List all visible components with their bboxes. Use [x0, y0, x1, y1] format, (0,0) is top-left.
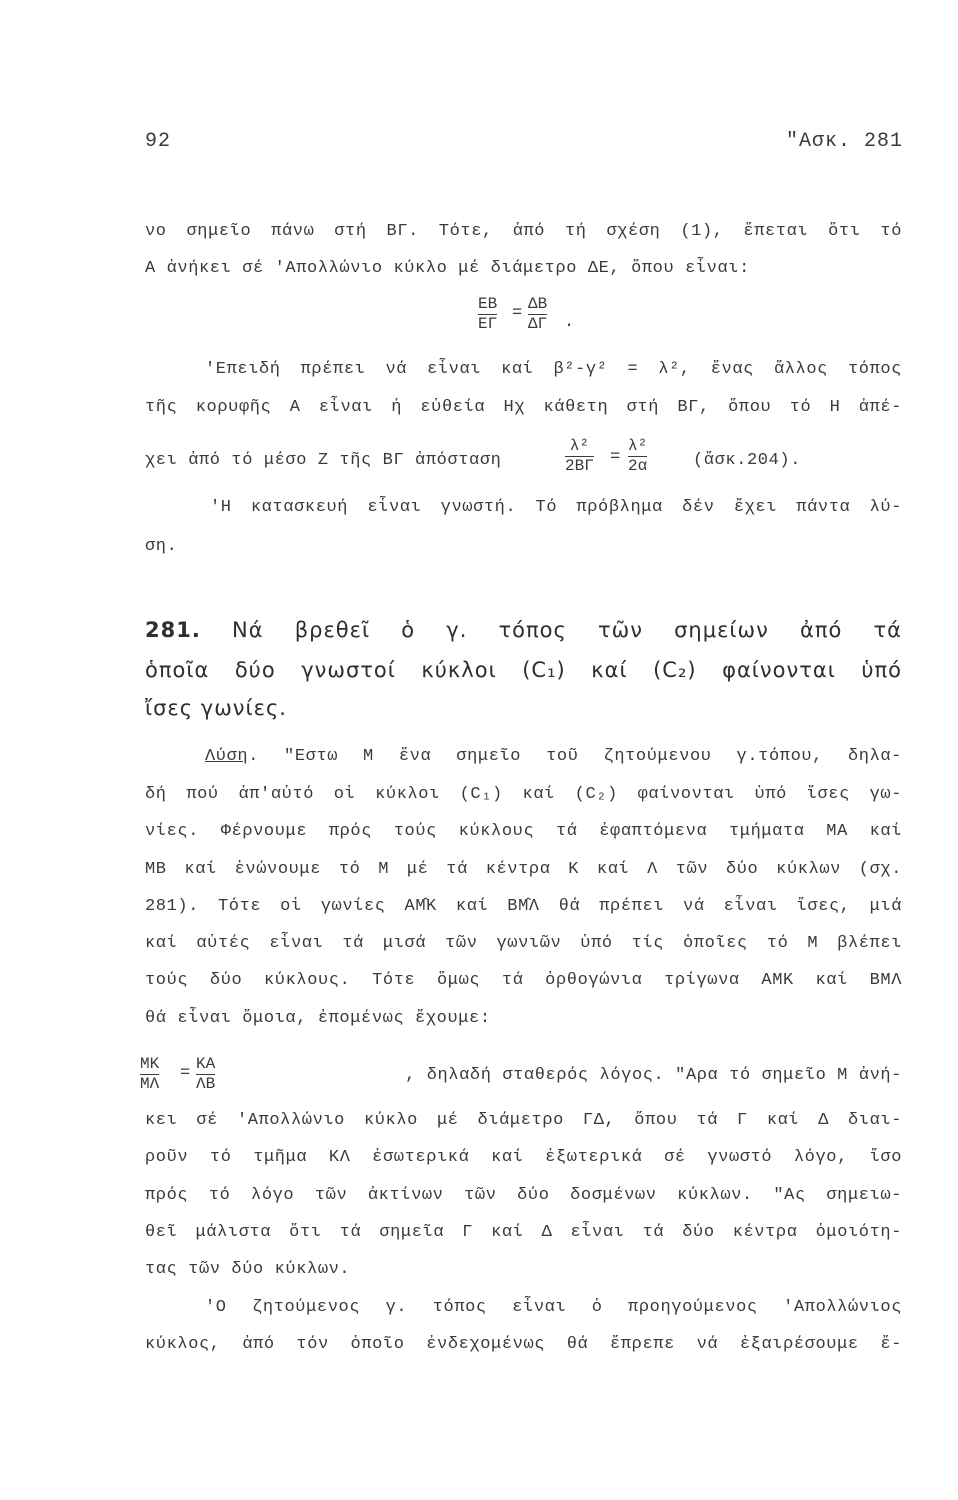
- fraction-numerator: ΕΒ: [478, 295, 498, 313]
- text-line: ροῦν τό τμῆμα ΚΛ ἐσωτερικά καί ἐξωτερικά σέ γνωστό λόγο, ἴσο: [145, 1148, 902, 1167]
- page-number: 92: [145, 130, 172, 153]
- text-line: πρός τό λόγο τῶν ἀκτίνων τῶν δύο δοσμένων κύκλων. "Ας σημειω-: [145, 1186, 902, 1205]
- fraction-lambda-2a: [628, 437, 647, 476]
- page-header: [145, 130, 903, 160]
- problem-number: 281.: [145, 618, 201, 642]
- running-head: "Ασκ. 281: [785, 130, 903, 153]
- fraction-numerator: ΚΑ: [196, 1055, 216, 1073]
- text-line: 281). Τότε οἱ γωνίες ΑΜ̂Κ καί ΒΜ̂Λ θά πρέπει νά εἶναι ἴσες, μιά: [145, 897, 902, 916]
- text-line: κει σέ 'Απολλώνιο κύκλο μέ διάμετρο ΓΔ, ὅπου τά Γ καί Δ διαι-: [145, 1111, 902, 1130]
- fraction-denominator: ΔΓ: [528, 315, 548, 333]
- fraction-ka-lb: [196, 1055, 215, 1094]
- text-line: θά εἶναι ὅμοια, ἐπομένως ἔχουμε:: [145, 1009, 491, 1028]
- text-line: (ἄσκ.204).: [693, 451, 802, 470]
- equals-sign: =: [180, 1064, 191, 1083]
- solution-text: . "Εστω Μ ἕνα σημεῖο τοῦ ζητούμενου γ.τόπου, δηλα-: [248, 747, 902, 766]
- problem-text: Νά βρεθεῖ ὁ γ. τόπος τῶν σημείων ἀπό τά: [232, 618, 902, 642]
- text-line: 'Επειδή πρέπει νά εἶναι καί β²-γ² = λ², ἕνας ἄλλος τόπος: [205, 360, 902, 379]
- solution-label: Λύση: [205, 747, 249, 766]
- text-line: νο σημεῖο πάνω στή ΒΓ. Τότε, ἀπό τή σχέση (1), ἕπεται ὅτι τό: [145, 222, 902, 241]
- fraction-numerator: λ²: [628, 437, 648, 455]
- text-line: χει ἀπό τό μέσο Ζ τῆς ΒΓ ἀπόσταση: [145, 451, 502, 470]
- text-line: 'Η κατασκευή εἶναι γνωστή. Τό πρόβλημα δέν ἔχει πάντα λύ-: [210, 498, 902, 517]
- problem-text: ὁποῖα δύο γνωστοί κύκλοι (C₁) καί (C₂) φαίνονται ὑπό: [145, 658, 902, 682]
- equals-sign: =: [512, 304, 523, 323]
- fraction-db-dg: [528, 295, 547, 334]
- fraction-eb-eg: [478, 295, 497, 334]
- text-line: Α ἀνήκει σέ 'Απολλώνιο κύκλο μέ διάμετρο ΔΕ, ὅπου εἶναι:: [145, 259, 750, 278]
- text-line: κύκλος, ἀπό τόν ὁποῖο ἐνδεχομένως θά ἔπρεπε νά ἐξαιρέσουμε ἔ-: [145, 1335, 902, 1354]
- fraction-denominator: ΜΛ: [140, 1075, 160, 1093]
- text-line: νίες. Φέρνουμε πρός τούς κύκλους τά ἐφαπτόμενα τμήματα ΜΑ καί: [145, 822, 902, 841]
- fraction-denominator: 2α: [628, 457, 648, 475]
- text-line: , δηλαδή σταθερός λόγος. "Αρα τό σημεῖο Μ ἀνή-: [405, 1066, 902, 1085]
- fraction-numerator: λ²: [569, 437, 589, 455]
- text-line: ΜΒ καί ἑνώνουμε τό Μ μέ τά κέντρα Κ καί Λ τῶν δύο κύκλων (σχ.: [145, 860, 902, 879]
- text-line: τας τῶν δύο κύκλων.: [145, 1260, 351, 1279]
- problem-title-line: [145, 618, 902, 642]
- text-line: τῆς κορυφῆς Α εἶναι ἡ εὐθεία Ηχ κάθετη στή ΒΓ, ὅπου τό Η ἀπέ-: [145, 398, 902, 417]
- text-line: 'Ο ζητούμενος γ. τόπος εἶναι ὁ προηγούμενος 'Απολλώνιος: [205, 1298, 902, 1317]
- solution-first-line: [205, 747, 902, 766]
- fraction-mk-ml: [140, 1055, 159, 1094]
- problem-text: ἴσες γωνίες.: [145, 696, 287, 720]
- fraction-numerator: ΜΚ: [140, 1055, 160, 1073]
- text-line: τούς δύο κύκλους. Τότε ὅμως τά ὀρθογώνια τρίγωνα ΑΜΚ καί ΒΜΛ: [145, 971, 902, 990]
- fraction-denominator: ΛΒ: [196, 1075, 216, 1093]
- fraction-denominator: ΕΓ: [478, 315, 498, 333]
- text-line: ση.: [145, 537, 178, 556]
- equals-sign: =: [610, 448, 621, 467]
- period: .: [564, 313, 575, 332]
- text-line: δή πού ἀπ'αὐτό οἱ κύκλοι (C₁) καί (C₂) φαίνονται ὑπό ἴσες γω-: [145, 785, 902, 804]
- fraction-denominator: 2ΒΓ: [565, 457, 594, 475]
- text-line: καί αὐτές εἶναι τά μισά τῶν γωνιῶν ὑπό τίς ὁποῖες τό Μ βλέπει: [145, 934, 902, 953]
- fraction-numerator: ΔΒ: [528, 295, 548, 313]
- fraction-lambda-2bg: [565, 437, 594, 476]
- text-line: θεῖ μάλιστα ὅτι τά σημεῖα Γ καί Δ εἶναι τά δύο κέντρα ὁμοιότη-: [145, 1223, 902, 1242]
